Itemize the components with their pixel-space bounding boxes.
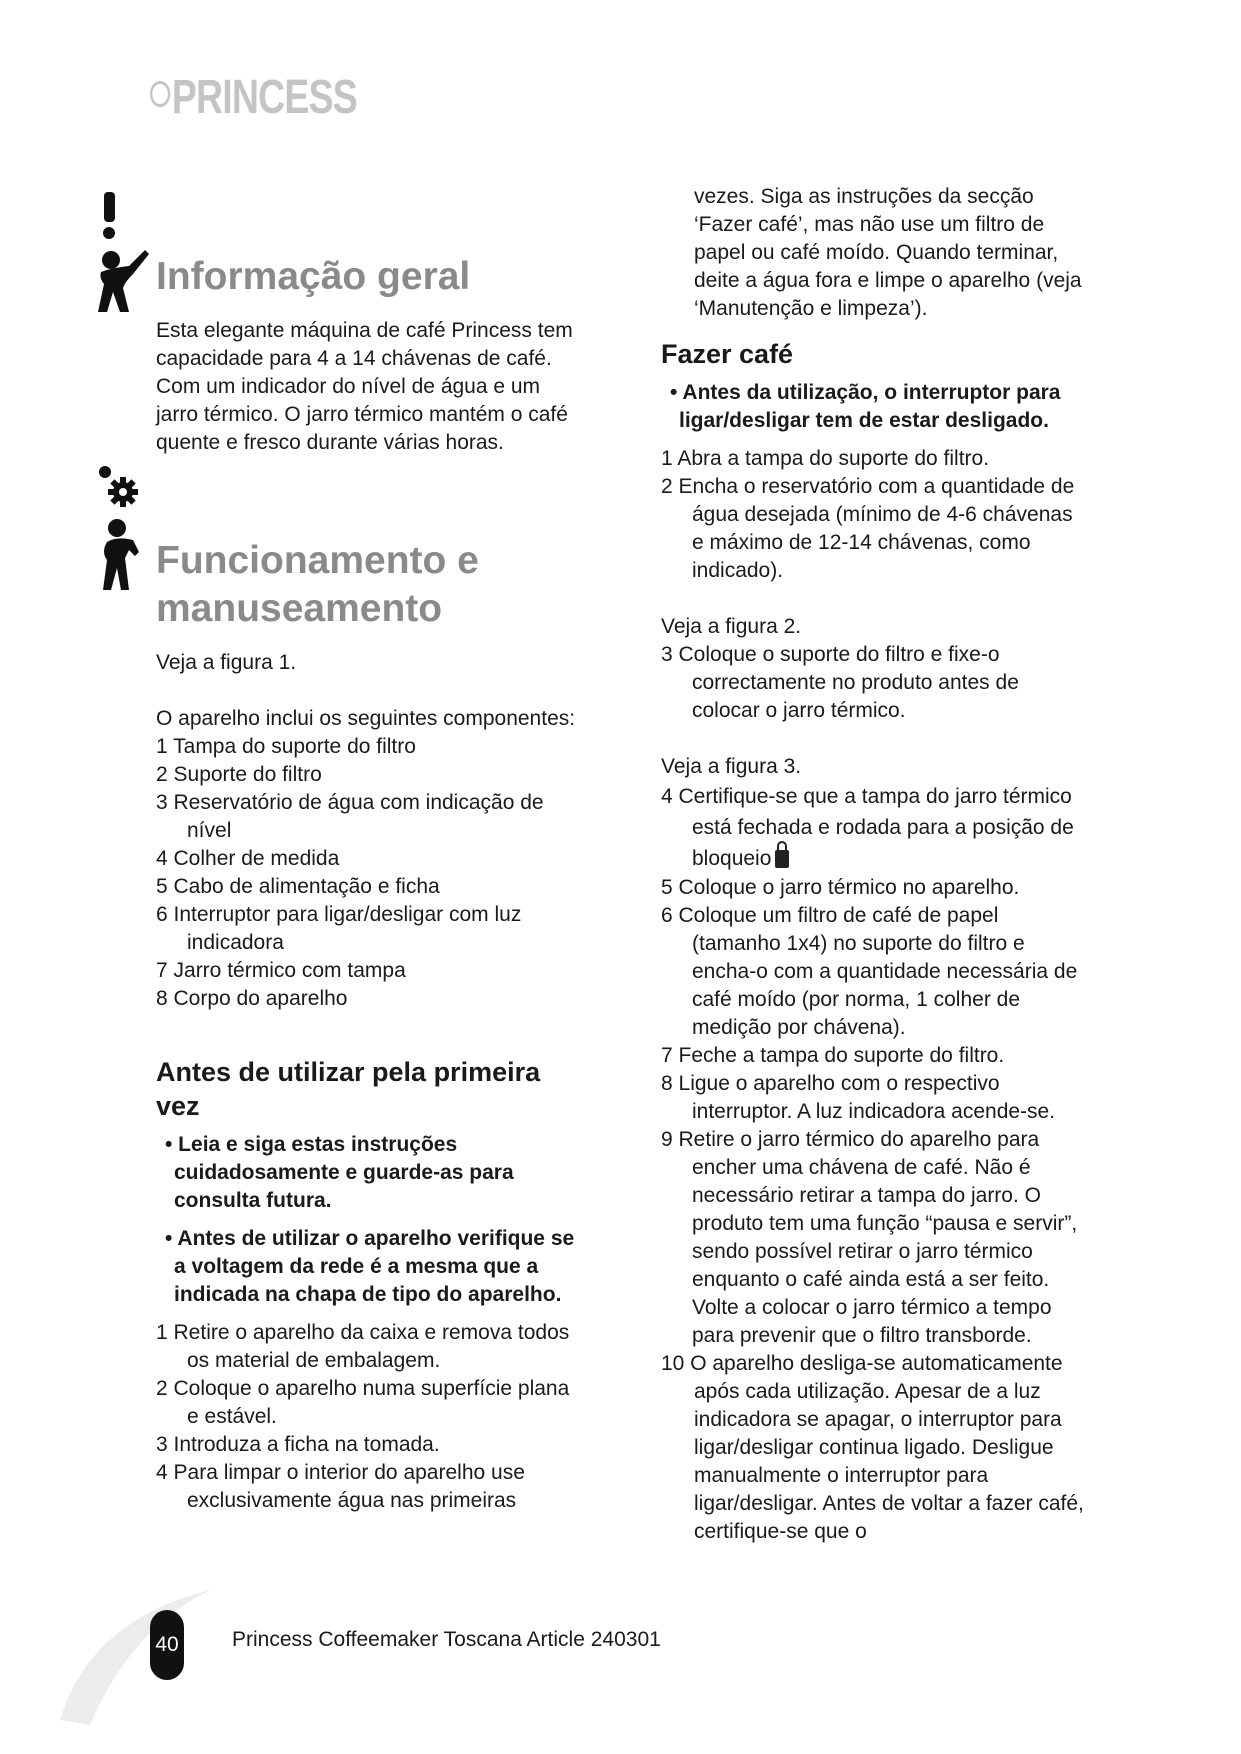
- coffee-step: 2 Encha o reservatório com a quantidade de água desejada (mínimo de 4-6 chávenas e máximo de 12-14 chávenas, como indicado).: [661, 475, 1075, 582]
- first-use-step: 2 Coloque o aparelho numa superfície plana e estável.: [156, 1377, 570, 1428]
- see-figure-3: Veja a figura 3.: [661, 755, 802, 778]
- component-item: 4 Colher de medida: [156, 847, 340, 870]
- coffee-step: 8 Ligue o aparelho com o respectivo interruptor. A luz indicadora acende-se.: [661, 1072, 1056, 1123]
- coffee-step: 7 Feche a tampa do suporte do filtro.: [661, 1044, 1005, 1067]
- first-use-step: 3 Introduza a ficha na tomada.: [156, 1433, 440, 1456]
- heading-operation: Funcionamento e manuseamento: [156, 539, 479, 630]
- coffee-step-text: 4 Certifique-se que a tampa do jarro térmico está fechada e rodada para a posição de bloqueio: [661, 785, 1074, 870]
- logo-crown-icon: [150, 81, 170, 107]
- heading-make-coffee: Fazer café: [661, 339, 794, 369]
- warning-bullet: • Leia e siga estas instruções cuidadosamente e guarde-as para consulta futura.: [165, 1133, 514, 1212]
- info-person-icon: [95, 188, 155, 318]
- general-info-text: Esta elegante máquina de café Princess tem capacidade para 4 a 14 chávenas de café. Com um indicador do nível de água e um jarro térmico. O jarro térmico mantém o café quente e fresco durante várias horas.: [156, 319, 573, 454]
- brand-logo: PRINCESS: [150, 70, 357, 125]
- component-item: 3 Reservatório de água com indicação de nível: [156, 791, 544, 842]
- page-number: 40: [150, 1610, 184, 1680]
- coffee-step: 6 Coloque um filtro de café de papel (tamanho 1x4) no suporte do filtro e encha-o com a quantidade necessária de café moído (por norma, 1 colher de medição por chávena).: [661, 904, 1078, 1039]
- components-intro: O aparelho inclui os seguintes componentes:: [156, 707, 576, 730]
- first-use-step: 1 Retire o aparelho da caixa e remova todos os material de embalagem.: [156, 1321, 570, 1372]
- coffee-step: 10 O aparelho desliga-se automaticamente após cada utilização. Apesar de a luz indicadora se apagar, o interruptor para ligar/desligar continua ligado. Desligue manualmente o interruptor para ligar/desligar. Antes de voltar a fazer café, certifique-se que o: [661, 1352, 1084, 1543]
- right-column: [661, 183, 1086, 1546]
- see-figure-1: Veja a figura 1.: [156, 651, 297, 674]
- continuation-text: vezes. Siga as instruções da secção ‘Fazer café’, mas não use um filtro de papel ou café moído. Quando terminar, deite a água fora e limpe o aparelho (veja ‘Manutenção e limpeza’).: [694, 185, 1082, 320]
- coffee-step: 5 Coloque o jarro térmico no aparelho.: [661, 876, 1020, 899]
- component-item: 1 Tampa do suporte do filtro: [156, 735, 416, 758]
- component-item: 6 Interruptor para ligar/desligar com luz indicadora: [156, 903, 522, 954]
- footer-text: Princess Coffeemaker Toscana Article 240301: [232, 1628, 661, 1651]
- component-item: 8 Corpo do aparelho: [156, 987, 348, 1010]
- first-use-step: 4 Para limpar o interior do aparelho use exclusivamente água nas primeiras: [156, 1461, 525, 1512]
- warning-bullet: • Antes de utilizar o aparelho verifique se a voltagem da rede é a mesma que a indicada na chapa de tipo do aparelho.: [165, 1227, 575, 1306]
- gear-person-icon: [95, 462, 155, 592]
- component-item: 2 Suporte do filtro: [156, 763, 322, 786]
- component-item: 5 Cabo de alimentação e ficha: [156, 875, 440, 898]
- coffee-step: 1 Abra a tampa do suporte do filtro.: [661, 447, 990, 470]
- heading-first-use: Antes de utilizar pela primeira vez: [156, 1057, 541, 1121]
- coffee-step: 9 Retire o jarro térmico do aparelho para encher uma chávena de café. Não é necessário retirar a tampa do jarro. O produto tem uma função “pausa e servir”, sendo possível retirar o jarro térmico enquanto o café ainda está a ser feito. Volte a colocar o jarro térmico a tempo para prevenir que o filtro transborde.: [661, 1128, 1078, 1347]
- coffee-step: 3 Coloque o suporte do filtro e fixe-o correctamente no produto antes de colocar o jarro térmico.: [661, 643, 1019, 722]
- lock-icon: [775, 850, 789, 868]
- heading-general-info: Informação geral: [156, 255, 471, 298]
- warning-bullet: • Antes da utilização, o interruptor para ligar/desligar tem de estar desligado.: [670, 381, 1061, 432]
- left-column: [156, 253, 576, 1515]
- coffee-step-lock: [661, 781, 1086, 874]
- component-item: 7 Jarro térmico com tampa: [156, 959, 406, 982]
- see-figure-2: Veja a figura 2.: [661, 615, 802, 638]
